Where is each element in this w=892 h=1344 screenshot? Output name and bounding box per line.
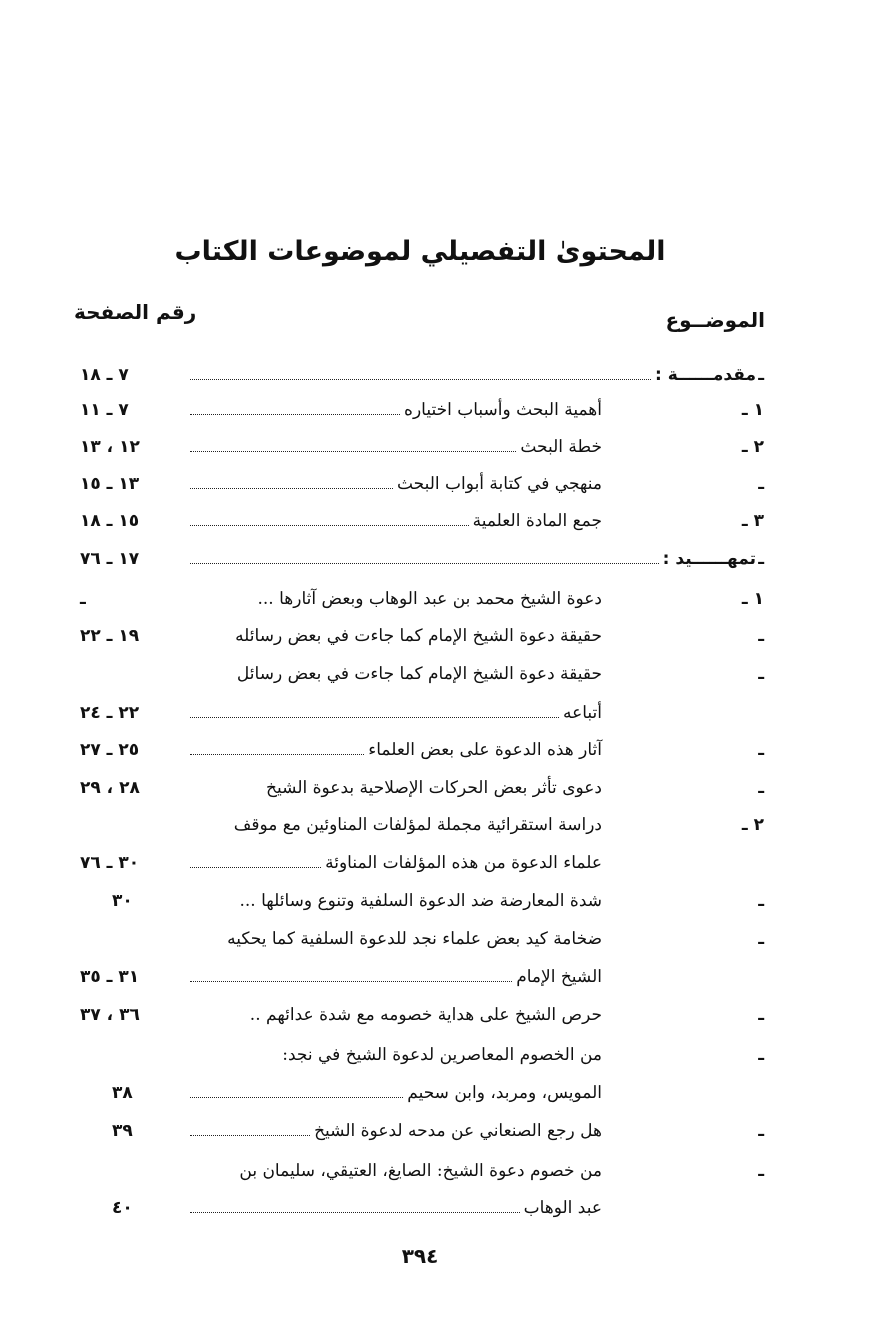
toc-entry-title (190, 400, 602, 420)
toc-entry-marker: ـ (758, 1045, 764, 1065)
toc-row (0, 740, 892, 776)
toc-entry-marker: ٢ ـ (741, 437, 764, 457)
toc-entry-text: حرص الشيخ على هداية خصومه مع شدة عدائهم .. (249, 1005, 602, 1025)
toc-row (0, 549, 892, 585)
toc-entry-pages: ـ (80, 589, 86, 609)
toc-entry-marker: ٣ ـ (741, 511, 764, 531)
toc-entry-text: علماء الدعوة من هذه المؤلفات المناوئة (325, 853, 602, 873)
toc-row (0, 1045, 892, 1081)
toc-row (0, 400, 892, 436)
toc-entry-title (190, 1045, 602, 1065)
toc-entry-text: عبد الوهاب (523, 1198, 602, 1218)
toc-entry-title (190, 891, 602, 911)
toc-entry-title (190, 549, 756, 569)
dot-leader (190, 562, 659, 564)
dot-leader (190, 1211, 520, 1213)
toc-entry-marker: ١ ـ (741, 589, 764, 609)
toc-entry-text: مقدمــــــة : (655, 365, 756, 385)
toc-row (0, 1198, 892, 1234)
toc-row (0, 929, 892, 965)
page-title: المحتوىٰ التفصيلي لموضوعات الكتاب (174, 236, 666, 267)
dot-leader (190, 450, 516, 452)
toc-entry-pages: ٣١ ـ ٣٥ (80, 967, 140, 987)
toc-entry-pages: ١٥ ـ ١٨ (80, 511, 140, 531)
toc-entry-title (190, 740, 602, 760)
toc-entry-title (190, 815, 602, 835)
toc-entry-title (190, 1083, 602, 1103)
toc-entry-text: حقيقة دعوة الشيخ الإمام كما جاءت في بعض رسائل (236, 664, 602, 684)
toc-row (0, 511, 892, 547)
toc-entry-text: خطة البحث (520, 437, 602, 457)
toc-row (0, 967, 892, 1003)
toc-entry-title (190, 1121, 602, 1141)
toc-entry-text: أتباعه (562, 703, 602, 723)
toc-row (0, 365, 892, 401)
toc-entry-marker: ١ ـ (741, 400, 764, 420)
toc-entry-text: دعوى تأثر بعض الحركات الإصلاحية بدعوة الشيخ (266, 778, 602, 798)
toc-entry-text: الشيخ الإمام (516, 967, 602, 987)
toc-entry-text: آثار هذه الدعوة على بعض العلماء (368, 740, 602, 760)
toc-entry-marker: ـ (758, 474, 764, 494)
toc-entry-title (190, 626, 602, 646)
toc-entry-title (190, 474, 602, 494)
toc-entry-pages: ٧ ـ ١١ (80, 400, 129, 420)
dot-leader (190, 413, 400, 415)
toc-entry-title (190, 437, 602, 457)
dot-leader (190, 378, 651, 380)
dot-leader (190, 866, 321, 868)
toc-entry-title (190, 589, 602, 609)
toc-entry-text: أهمية البحث وأسباب اختياره (404, 400, 602, 420)
toc-entry-text: ضخامة كيد بعض علماء نجد للدعوة السلفية كما يحكيه (227, 929, 602, 949)
toc-entry-title (190, 365, 756, 385)
toc-row (0, 437, 892, 473)
toc-entry-marker: ـ (758, 740, 764, 760)
toc-entry-marker: ـ (758, 778, 764, 798)
dot-leader (190, 716, 559, 718)
topic-column-header: الموضــوع (665, 308, 765, 332)
toc-entry-title (190, 1198, 602, 1218)
toc-row (0, 626, 892, 662)
toc-entry-marker: ـ (758, 1161, 764, 1181)
page-number-column-header: رقم الصفحة (74, 300, 197, 324)
toc-row (0, 1083, 892, 1119)
toc-row (0, 815, 892, 851)
toc-entry-pages: ٢٨ ، ٢٩ (80, 778, 140, 798)
toc-entry-marker: ٢ ـ (741, 815, 764, 835)
toc-entry-title (190, 967, 602, 987)
toc-entry-marker: ـ (758, 1005, 764, 1025)
toc-row (0, 1161, 892, 1197)
toc-entry-pages: ٣٦ ، ٣٧ (80, 1005, 140, 1025)
toc-row (0, 853, 892, 889)
toc-entry-text: المويس، ومربد، وابن سحيم (407, 1083, 602, 1103)
toc-entry-title (190, 929, 602, 949)
toc-entry-pages: ٣٠ (112, 891, 133, 911)
toc-entry-pages: ٣٨ (112, 1083, 133, 1103)
toc-entry-marker: ـ (758, 365, 764, 385)
dot-leader (190, 524, 469, 526)
toc-entry-marker: ـ (758, 929, 764, 949)
page-number-footer: ٣٩٤ (401, 1244, 439, 1268)
toc-row (0, 1005, 892, 1041)
toc-row (0, 778, 892, 814)
toc-entry-pages: ٤٠ (112, 1198, 133, 1218)
dot-leader (190, 1096, 403, 1098)
dot-leader (190, 487, 393, 489)
toc-entry-title (190, 853, 602, 873)
toc-entry-title (190, 664, 602, 684)
toc-entry-pages: ٣٩ (112, 1121, 133, 1141)
toc-entry-marker: ـ (758, 891, 764, 911)
toc-entry-pages: ٢٢ ـ ٢٤ (80, 703, 140, 723)
toc-entry-text: منهجي في كتابة أبواب البحث (396, 474, 602, 494)
toc-row (0, 1121, 892, 1157)
toc-entry-title (190, 1161, 602, 1181)
toc-row (0, 474, 892, 510)
toc-row (0, 703, 892, 739)
toc-entry-marker: ـ (758, 626, 764, 646)
toc-entry-text: جمع المادة العلمية (472, 511, 602, 531)
toc-row (0, 891, 892, 927)
toc-row (0, 664, 892, 700)
toc-entry-text: شدة المعارضة ضد الدعوة السلفية وتنوع وسائلها ... (239, 891, 602, 911)
toc-row (0, 589, 892, 625)
toc-entry-text: هل رجع الصنعاني عن مدحه لدعوة الشيخ (314, 1121, 602, 1141)
toc-entry-pages: ٣٠ ـ ٧٦ (80, 853, 140, 873)
toc-entry-pages: ١٧ ـ ٧٦ (80, 549, 140, 569)
toc-entry-marker: ـ (758, 1121, 764, 1141)
toc-entry-title (190, 703, 602, 723)
toc-entry-title (190, 778, 602, 798)
toc-entry-text: من الخصوم المعاصرين لدعوة الشيخ في نجد: (282, 1045, 602, 1065)
toc-entry-marker: ـ (758, 664, 764, 684)
toc-entry-pages: ١٩ ـ ٢٢ (80, 626, 140, 646)
toc-entry-pages: ١٣ ـ ١٥ (80, 474, 140, 494)
dot-leader (190, 753, 364, 755)
toc-entry-title (190, 511, 602, 531)
toc-entry-pages: ١٢ ، ١٣ (80, 437, 140, 457)
toc-entry-text: دعوة الشيخ محمد بن عبد الوهاب وبعض آثارها ... (257, 589, 602, 609)
dot-leader (190, 980, 512, 982)
toc-entry-text: دراسة استقرائية مجملة لمؤلفات المناوئين مع موقف (233, 815, 602, 835)
toc-entry-text: حقيقة دعوة الشيخ الإمام كما جاءت في بعض رسائله (235, 626, 602, 646)
toc-entry-marker: ـ (758, 549, 764, 569)
toc-entry-text: من خصوم دعوة الشيخ: الصايغ، العتيقي، سليمان بن (239, 1161, 602, 1181)
toc-entry-pages: ٢٥ ـ ٢٧ (80, 740, 140, 760)
toc-entry-text: تمهــــــيد : (662, 549, 756, 569)
toc-entry-pages: ٧ ـ ١٨ (80, 365, 129, 385)
toc-entry-title (190, 1005, 602, 1025)
